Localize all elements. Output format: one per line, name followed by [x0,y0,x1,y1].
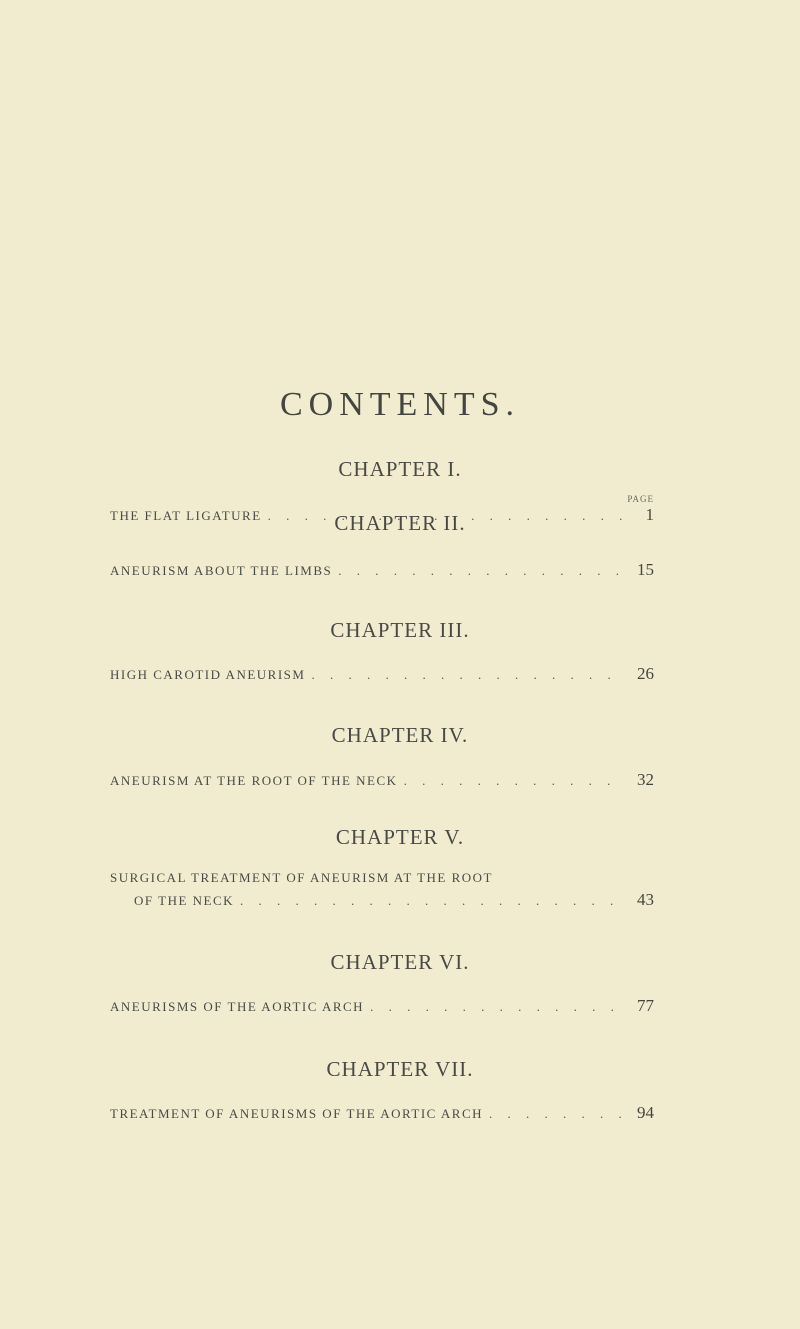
chapter-heading-6: CHAPTER VI. [330,950,470,974]
page-column-label: PAGE [627,494,654,504]
toc-entry-4[interactable] [110,770,654,790]
toc-entry-page: 15 [637,560,654,579]
leader-dots [370,999,626,1015]
toc-entry-page: 32 [637,770,654,789]
leader-dots [489,1106,626,1122]
chapter-heading-4: CHAPTER IV. [331,723,469,747]
toc-entry-5-line1[interactable]: SURGICAL TREATMENT OF ANEURISM AT THE ROOT [110,870,493,885]
page-title: CONTENTS. [279,386,521,423]
leader-dots [311,667,626,683]
toc-entry-page: 43 [637,890,654,909]
chapter-heading-1: CHAPTER I. [338,457,462,481]
toc-entry-title: ANEURISM ABOUT THE LIMBS [110,563,333,578]
chapter-heading-5: CHAPTER V. [335,825,465,849]
toc-entry-title: TREATMENT OF ANEURISMS OF THE AORTIC ARCH [110,1106,484,1121]
leader-dots [338,563,626,579]
leader-dots [404,773,626,789]
toc-entry-2[interactable] [110,560,654,580]
toc-entry-title: ANEURISMS OF THE AORTIC ARCH [110,999,365,1014]
toc-entry-title: HIGH CAROTID ANEURISM [110,667,306,682]
leader-dots [240,893,626,909]
toc-entry-title: ANEURISM AT THE ROOT OF THE NECK [110,773,398,788]
toc-entry-7[interactable] [110,1103,654,1123]
toc-entry-3[interactable] [110,664,654,684]
toc-entry-title: OF THE NECK [134,893,235,908]
toc-entry-page: 26 [637,664,654,683]
chapter-heading-7: CHAPTER VII. [326,1057,474,1081]
toc-entry-6[interactable] [110,996,654,1016]
toc-entry-page: 94 [637,1103,654,1122]
toc-entry-5[interactable] [134,890,654,910]
chapter-heading-3: CHAPTER III. [330,618,470,642]
toc-entry-title: THE FLAT LIGATURE [110,508,262,523]
toc-entry-page: 77 [637,996,654,1015]
toc-entry-page: 1 [645,505,654,524]
chapter-heading-2: CHAPTER II. [334,511,466,535]
